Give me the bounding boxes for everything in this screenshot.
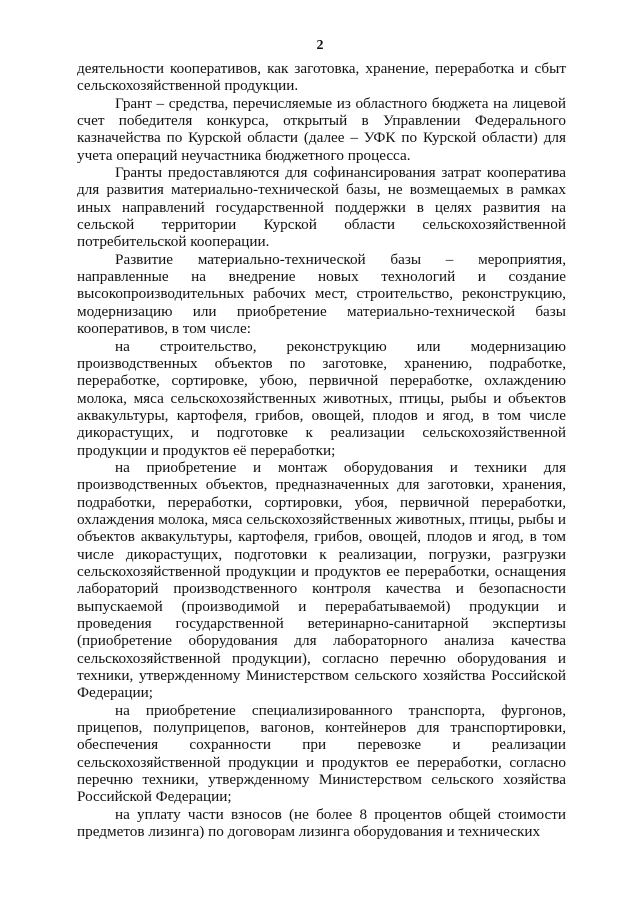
paragraph-item-construction: на строительство, реконструкцию или модернизацию производственных объектов по заготовке, хранению, подработке, переработке, сортировке, убою, первичной переработке, охлаждению молока, мяса сельскохозяйственных животных, птицы, рыбы и объектов аквакультуры, картофеля, грибов, овощей, плодов и ягод, в том числе дикорастущих, и подготовке к реализации сельскохозяйственной продукции и продуктов её переработки;: [77, 337, 566, 459]
page-number: 2: [316, 38, 324, 53]
paragraph-grant-definition: Грант – средства, перечисляемые из областного бюджета на лицевой счет победителя конкурса, открытый в Управлении Федерального казначейства по Курской области (далее – УФК по Курской области) для учета операций неучастника бюджетного процесса.: [77, 94, 566, 164]
paragraph-item-leasing: на уплату части взносов (не более 8 процентов общей стоимости предметов лизинга) по договорам лизинга оборудования и технических: [77, 805, 566, 841]
paragraph-item-equipment: на приобретение и монтаж оборудования и техники для производственных объектов, предназначенных для заготовки, хранения, подработки, переработки, сортировки, убоя, первичной переработки, охлаждения молока, мяса сельскохозяйственных животных, птицы, рыбы и объектов аквакультуры, картофеля, грибов, овощей, плодов и ягод, в том числе дикорастущих, подготовки к реализации, погрузки, разгрузки сельскохозяйственной продукции и продуктов ее переработки, оснащения лабораторий производственного контроля качества и безопасности выпускаемой (производимой и перерабатываемой) продукции и проведения государственной ветеринарно-санитарной экспертизы (приобретение оборудования для лабораторного анализа качества сельскохозяйственной продукции), согласно перечню оборудования и техники, утвержденному Министерством сельского хозяйства Российской Федерации;: [77, 458, 566, 702]
paragraph-grant-purpose: Гранты предоставляются для софинансирования затрат кооператива для развития материально-технической базы, не возмещаемых в рамках иных направлений государственной поддержки в целях развития на сельской территории Курской области сельскохозяйственной потребительской кооперации.: [77, 164, 566, 251]
document-body: [77, 60, 566, 840]
paragraph-continuation: деятельности кооперативов, как заготовка, хранение, переработка и сбыт сельскохозяйственной продукции.: [77, 60, 566, 95]
paragraph-item-transport: на приобретение специализированного транспорта, фургонов, прицепов, полуприцепов, вагонов, контейнеров для транспортировки, обеспечения сохранности при перевозке и реализации сельскохозяйственной продукции и продуктов ее переработки, согласно перечню техники, утвержденному Министерством сельского хозяйства Российской Федерации;: [77, 701, 566, 806]
paragraph-base-development: Развитие материально-технической базы – мероприятия, направленные на внедрение новых технологий и создание высокопроизводительных рабочих мест, строительство, реконструкцию, модернизацию или приобретение материально-технической базы кооперативов, в том числе:: [77, 250, 566, 338]
